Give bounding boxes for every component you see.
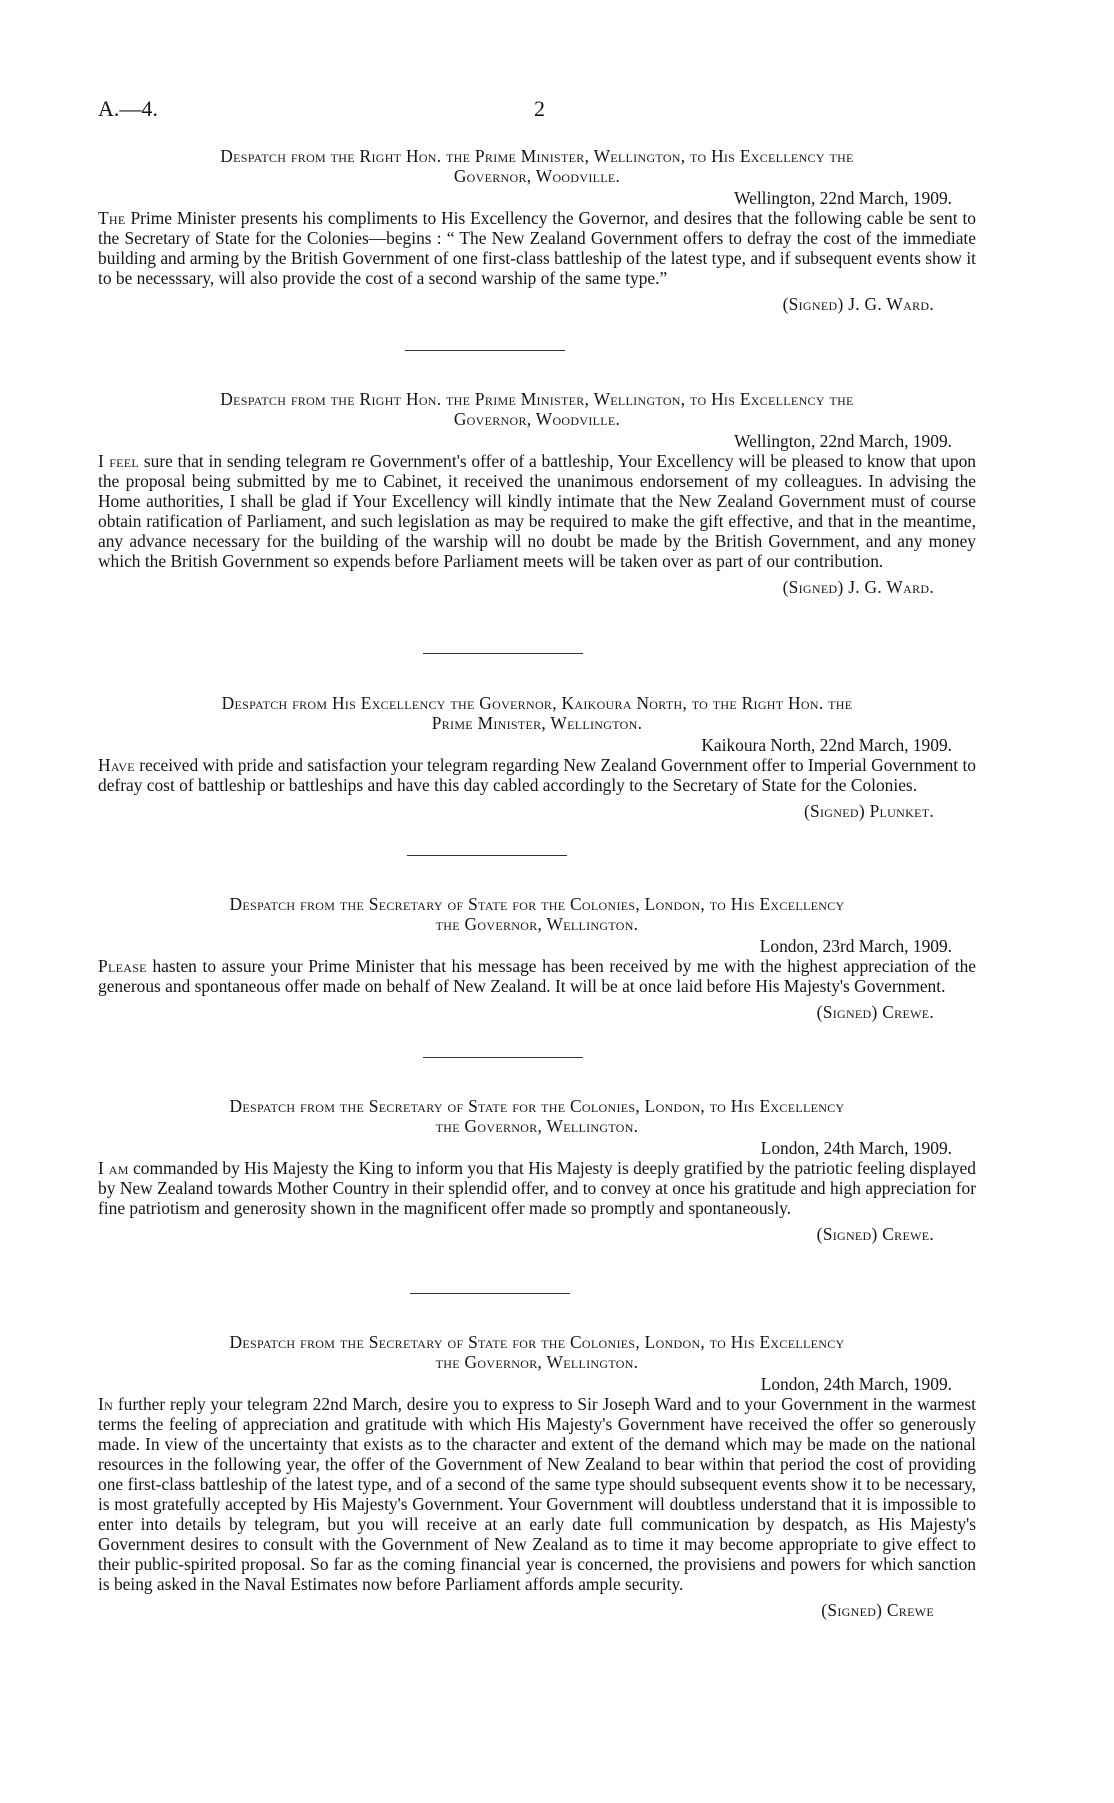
despatch-4 bbox=[98, 894, 976, 1022]
section-divider bbox=[405, 350, 565, 351]
section-divider bbox=[407, 855, 567, 856]
despatch-signature: (Signed) J. G. Ward. bbox=[782, 294, 934, 314]
despatch-date: London, 24th March, 1909. bbox=[760, 1138, 952, 1158]
despatch-body: I am commanded by His Majesty the King to inform you that His Majesty is deeply gratified by the patriotic feeling displayed by New Zealand towards Mother Country in their splendid offer, and to convey at once his gratitude and high appreciation for fine patriotism and generosity shown in the magnificent offer made so promptly and spontaneously. bbox=[98, 1158, 976, 1218]
page-number: 2 bbox=[534, 96, 545, 121]
page-header bbox=[98, 96, 978, 126]
despatch-body: In further reply your telegram 22nd March, desire you to express to Sir Joseph Ward and to your Government in the warmest terms the feeling of appreciation and gratitude with which His Majesty's Government have received the offer so generously made. In view of the uncertainty that exists as to the character and extent of the demand which may be made on the national resources in the following year, the offer of the Government of New Zealand to bear within that period the cost of providing one first-class battleship of the latest type, and of a second of the same type should subsequent events show it to be necessary, is most gratefully accepted by His Majesty's Government. Your Government will doubtless understand that it is impossible to enter into details by telegram, but you will receive at an early date full communication by despatch, as His Majesty's Government desires to consult with the Government of New Zealand as to time it may become appropriate to give effect to their public-spirited proposal. So far as the coming financial year is concerned, the provisiens and powers for which sanction is being asked in the Naval Estimates now before Parliament affords ample security. bbox=[98, 1394, 976, 1594]
paper-reference: A.—4. bbox=[98, 96, 158, 121]
despatch-date: London, 23rd March, 1909. bbox=[759, 936, 952, 956]
despatch-heading: Despatch from the Secretary of State for the Colonies, London, to His Excellency the Governor, Wellington. bbox=[229, 894, 845, 934]
despatch-date: Wellington, 22nd March, 1909. bbox=[734, 431, 952, 451]
section-divider bbox=[410, 1293, 570, 1294]
despatch-signature: (Signed) Crewe. bbox=[816, 1002, 934, 1022]
despatch-body: Please hasten to assure your Prime Minister that his message has been received by me with the highest appreciation of the generous and spontaneous offer made on behalf of New Zealand. It will be at once laid before His Majesty's Government. bbox=[98, 956, 977, 996]
despatch-signature: (Signed) Plunket. bbox=[803, 801, 934, 821]
despatch-date: London, 24th March, 1909. bbox=[760, 1374, 952, 1394]
despatch-date: Kaikoura North, 22nd March, 1909. bbox=[701, 735, 952, 755]
despatch-heading: Despatch from His Excellency the Governor, Kaikoura North, to the Right Hon. the Prime Minister, Wellington. bbox=[221, 693, 853, 733]
despatch-signature: (Signed) Crewe. bbox=[816, 1224, 934, 1244]
despatch-heading: Despatch from the Secretary of State for the Colonies, London, to His Excellency the Governor, Wellington. bbox=[229, 1096, 845, 1136]
despatch-signature: (Signed) Crewe bbox=[821, 1600, 934, 1620]
despatch-1 bbox=[98, 146, 976, 314]
despatch-2 bbox=[98, 389, 976, 597]
despatch-heading: Despatch from the Right Hon. the Prime Minister, Wellington, to His Excellency the Governor, Woodville. bbox=[220, 146, 854, 186]
despatch-heading: Despatch from the Secretary of State for the Colonies, London, to His Excellency the Governor, Wellington. bbox=[229, 1332, 845, 1372]
despatch-heading: Despatch from the Right Hon. the Prime Minister, Wellington, to His Excellency the Governor, Woodville. bbox=[220, 389, 854, 429]
despatch-body: The Prime Minister presents his compliments to His Excellency the Governor, and desires that the following cable be sent to the Secretary of State for the Colonies—begins : “ The New Zealand Government offers to defray the cost of the immediate building and arming by the British Government of one first-class battleship of the latest type, and if subsequent events show it to be necesssary, will also provide the cost of a second warship of the same type.” bbox=[98, 208, 976, 288]
section-divider bbox=[423, 1057, 583, 1058]
despatch-5 bbox=[98, 1096, 976, 1244]
despatch-6 bbox=[98, 1332, 976, 1620]
section-divider bbox=[423, 653, 583, 654]
despatch-body: I feel sure that in sending telegram re Government's offer of a battleship, Your Excellency will be pleased to know that upon the proposal being submitted by me to Cabinet, it received the unanimous endorsement of my colleagues. In advising the Home authorities, I shall be glad if Your Excellency will kindly intimate that the New Zealand Government must of course obtain ratification of Parliament, and such legislation as may be required to make the gift effective, and that in the meantime, any advance necessary for the building of the warship will no doubt be made by the British Government, and any money which the British Government so expends before Parliament meets will be taken over as part of our contribution. bbox=[98, 451, 976, 571]
despatch-date: Wellington, 22nd March, 1909. bbox=[734, 188, 952, 208]
despatch-3 bbox=[98, 693, 976, 821]
despatch-body: Have received with pride and satisfaction your telegram regarding New Zealand Government offer to Imperial Government to defray cost of battleship or battleships and have this day cabled accordingly to the Secretary of State for the Colonies. bbox=[98, 755, 976, 795]
despatch-signature: (Signed) J. G. Ward. bbox=[782, 577, 934, 597]
